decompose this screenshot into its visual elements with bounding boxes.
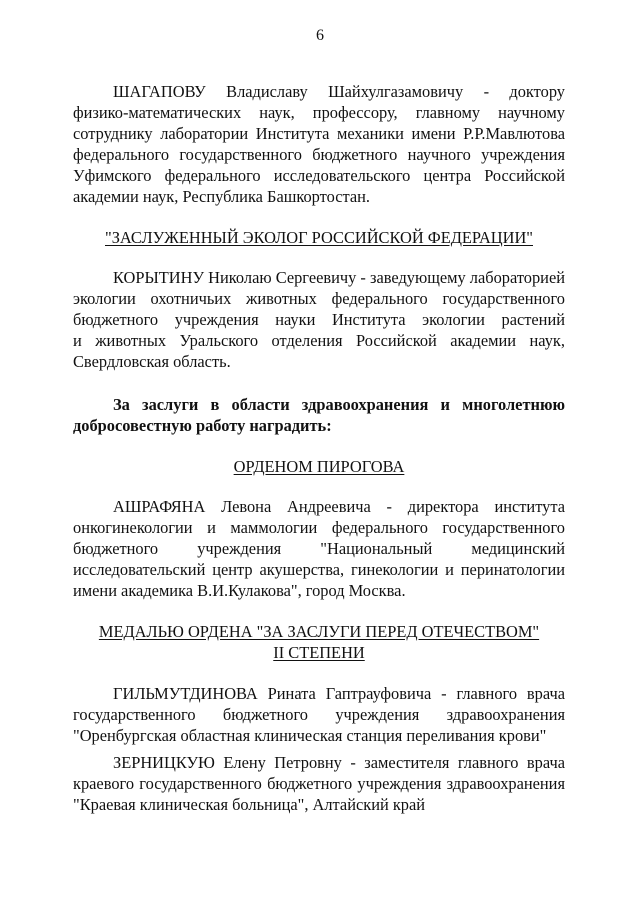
- text-line: бюджетного учреждения "Национальный медицинский: [73, 539, 565, 558]
- text-line: За заслуги в области здравоохранения и многолетнюю: [113, 395, 565, 414]
- text-line: "Оренбургская областная клиническая станция переливания крови": [73, 726, 547, 745]
- text-line: федерального государственного бюджетного научного учреждения: [73, 145, 565, 164]
- text-line: исследовательский центр акушерства, гинекологии и перинатологии: [73, 560, 565, 579]
- award-title-pirogov-order: ОРДЕНОМ ПИРОГОВА: [233, 457, 405, 476]
- text-line: добросовестную работу наградить:: [73, 416, 332, 435]
- text-line: онкогинекологии и маммологии федерального государственного: [73, 518, 565, 537]
- text-line: бюджетного учреждения науки Института экологии растений: [73, 310, 565, 329]
- page-number: 6: [316, 27, 324, 44]
- text-line: краевого государственного бюджетного учреждения здравоохранения: [73, 774, 565, 793]
- text-line: "Краевая клиническая больница", Алтайский край: [73, 795, 426, 814]
- text-line: ЗЕРНИЦКУЮ Елену Петровну - заместителя главного врача: [113, 753, 565, 772]
- text-line: имени академика В.И.Кулакова", город Москва.: [73, 581, 406, 600]
- text-line: экологии охотничьих животных федерального государственного: [73, 289, 565, 308]
- text-line: академии наук, Республика Башкортостан.: [73, 187, 370, 206]
- text-line: сотруднику лаборатории Института механики имени Р.Р.Мавлютова: [73, 124, 565, 143]
- text-line: и животных Уральского отделения Российской академии наук,: [73, 331, 565, 350]
- text-line: АШРАФЯНА Левона Андреевича - директора института: [113, 497, 565, 516]
- text-line: Уфимского федерального исследовательского центра Российской: [73, 166, 565, 185]
- text-line: государственного бюджетного учреждения здравоохранения: [73, 705, 565, 724]
- award-title-ecologist: "ЗАСЛУЖЕННЫЙ ЭКОЛОГ РОССИЙСКОЙ ФЕДЕРАЦИИ": [105, 228, 533, 247]
- heading-line: МЕДАЛЬЮ ОРДЕНА "ЗА ЗАСЛУГИ ПЕРЕД ОТЕЧЕСТВОМ": [98, 622, 540, 641]
- text-line: ШАГАПОВУ Владиславу Шайхулгазамовичу - доктору: [113, 82, 565, 101]
- heading-line: II СТЕПЕНИ: [273, 643, 365, 662]
- text-line: физико-математических наук, профессору, главному научному: [73, 103, 565, 122]
- text-line: ГИЛЬМУТДИНОВА Рината Гаптрауфовича - главного врача: [113, 684, 565, 703]
- text-line: Свердловская область.: [73, 352, 231, 371]
- text-line: КОРЫТИНУ Николаю Сергеевичу - заведующему лабораторией: [113, 268, 565, 287]
